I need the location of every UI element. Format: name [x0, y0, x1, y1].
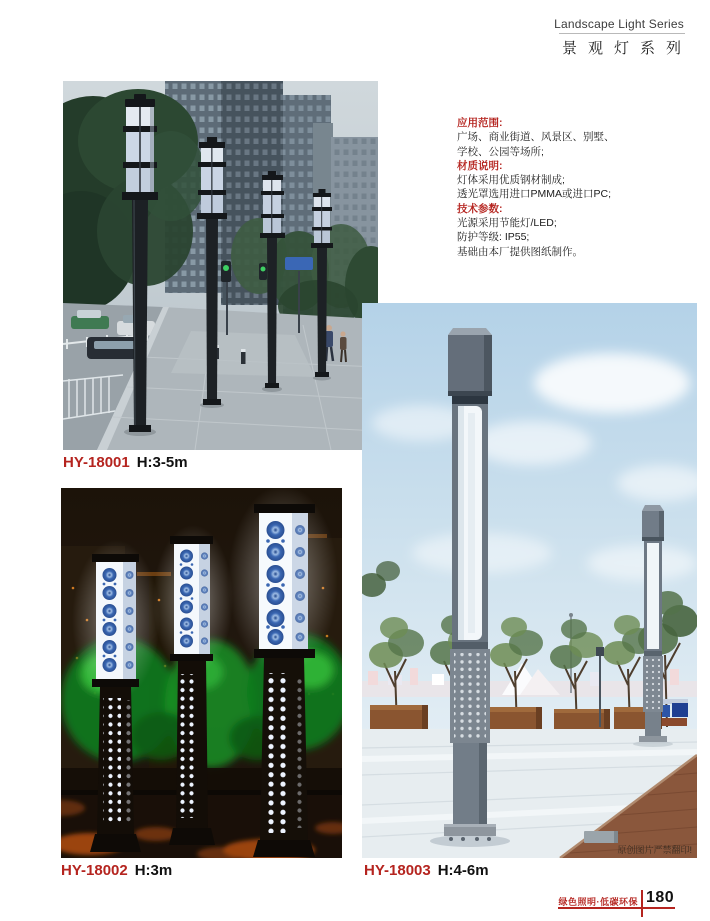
product-label-hy-18003 [364, 862, 489, 879]
photo-hy-18001 [63, 81, 378, 450]
spec-line: 光源采用节能灯/LED; [457, 217, 557, 230]
product-height: H:3-5m [136, 454, 188, 471]
spec-line: 防护等级: IP55; [457, 231, 530, 244]
spec-line: 广场、商业街道、风景区、别墅、 [457, 131, 615, 144]
spec-line: 基础由本厂提供图纸制作。 [457, 245, 583, 258]
photo-watermark: 原创图片严禁翻印! [617, 845, 692, 855]
spec-line: 灯体采用优质钢材制成; [457, 174, 565, 187]
photo-hy-18003 [362, 303, 697, 858]
spec-line: 透光罩选用进口PMMA或进口PC; [457, 188, 612, 201]
spec-line: 学校、公园等场所; [457, 145, 544, 158]
spec-heading-technical: 技术参数: [457, 202, 503, 215]
footer-divider [641, 890, 643, 917]
plaza-day-scene [362, 303, 697, 858]
planters [370, 705, 662, 729]
header-underline [559, 33, 685, 34]
night-lantern-scene [61, 488, 342, 858]
footer-rule [558, 907, 675, 909]
series-title-zh: 景观灯系列 [562, 40, 693, 57]
series-title-en: Landscape Light Series [554, 17, 684, 31]
product-model: HY-18001 [63, 454, 130, 471]
product-model: HY-18002 [61, 862, 128, 879]
product-height: H:3m [134, 862, 173, 879]
spec-block [457, 116, 615, 259]
product-label-hy-18001 [63, 454, 188, 471]
footer-slogan: 绿色照明·低碳环保 [558, 897, 638, 907]
photo-hy-18002 [61, 488, 342, 858]
spec-heading-application: 应用范围: [457, 117, 503, 129]
footer-page-number: 180 [646, 889, 675, 906]
product-height: H:4-6m [437, 862, 489, 879]
spec-heading-material: 材质说明: [457, 159, 503, 172]
product-model: HY-18003 [364, 862, 431, 879]
street-day-scene [63, 81, 378, 450]
product-label-hy-18002 [61, 862, 172, 879]
